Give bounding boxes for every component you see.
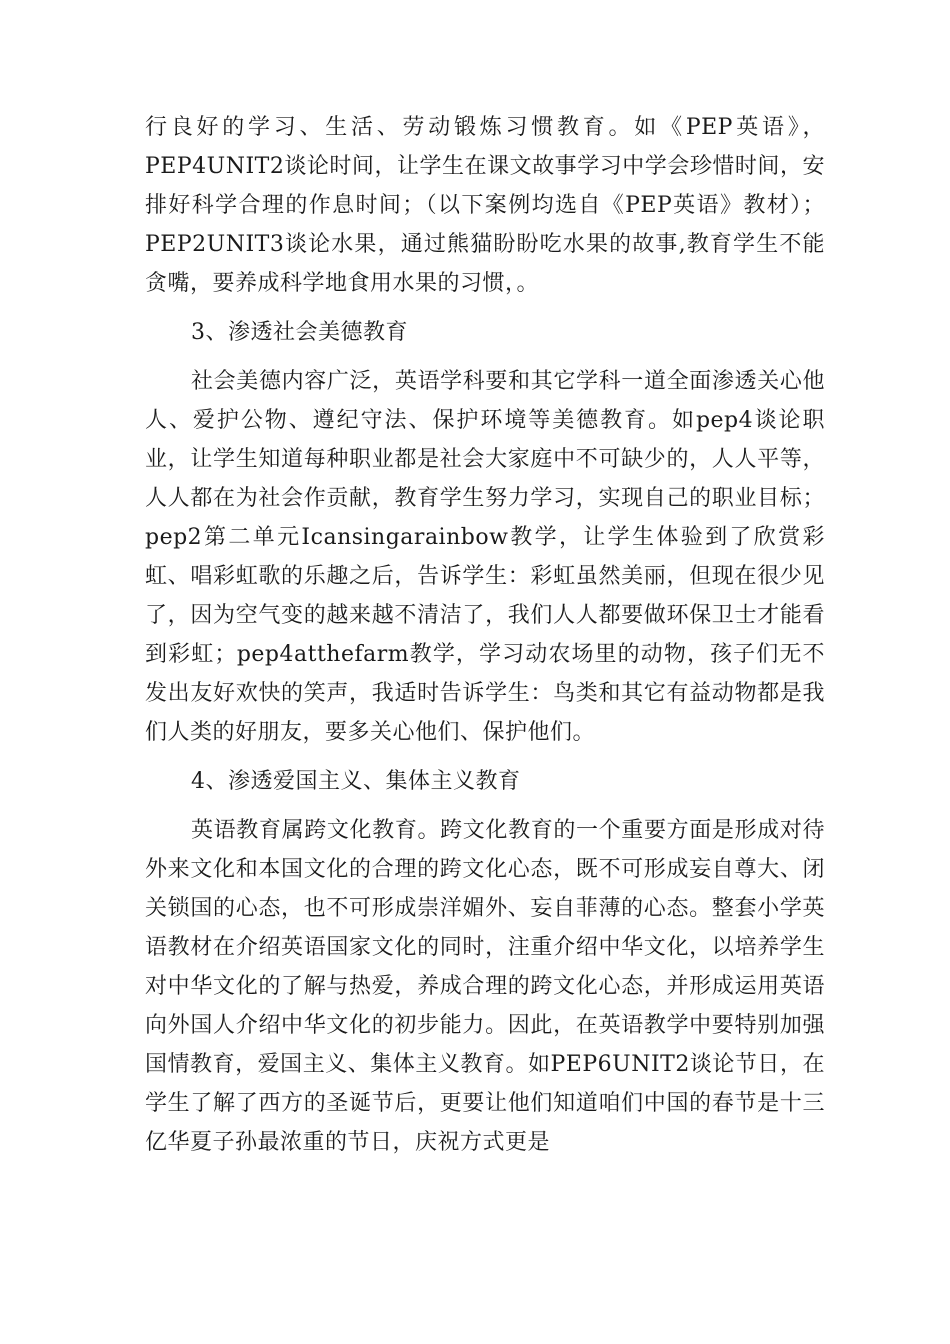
paragraph-habits: 行良好的学习、生活、劳动锻炼习惯教育。如《PEP英语》，PEP4UNIT2谈论时间，让学生在课文故事学习中学会珍惜时间，安排好科学合理的作息时间；（以下案例均选自《PEP英语》教材）；PEP2UNIT3谈论水果，通过熊猫盼盼吃水果的故事,教育学生不能贪嘴，要养成科学地食用水果的习惯，。 xyxy=(145,115,825,296)
section-heading-patriotism: 4、渗透爱国主义、集体主义教育 xyxy=(191,769,521,794)
paragraph-patriotism: 英语教育属跨文化教育。跨文化教育的一个重要方面是形成对待外来文化和本国文化的合理的跨文化心态，既不可形成妄自尊大、闭关锁国的心态，也不可形成崇洋媚外、妄自菲薄的心态。整套小学英语教材在介绍英语国家文化的同时，注重介绍中华文化，以培养学生对中华文化的了解与热爱，养成合理的跨文化心态，并形成运用英语向外国人介绍中华文化的初步能力。因此，在英语教学中要特别加强国情教育，爱国主义、集体主义教育。如PEP6UNIT2谈论节日，在学生了解了西方的圣诞节后，更要让他们知道咱们中国的春节是十三亿华夏子孙最浓重的节日，庆祝方式更是 xyxy=(145,818,825,1155)
section-heading-social-virtue: 3、渗透社会美德教育 xyxy=(191,320,408,345)
document-body xyxy=(145,108,825,1168)
paragraph-social-virtue: 社会美德内容广泛，英语学科要和其它学科一道全面渗透关心他人、爱护公物、遵纪守法、保护环境等美德教育。如pep4谈论职业，让学生知道每种职业都是社会大家庭中不可缺少的，人人平等，人人都在为社会作贡献，教育学生努力学习，实现自己的职业目标；pep2第二单元Icansingarainbow教学，让学生体验到了欣赏彩虹、唱彩虹歌的乐趣之后，告诉学生：彩虹虽然美丽，但现在很少见了，因为空气变的越来越不清洁了，我们人人都要做环保卫士才能看到彩虹；pep4atthefarm教学，学习动农场里的动物，孩子们无不发出友好欢快的笑声，我适时告诉学生：鸟类和其它有益动物都是我们人类的好朋友，要多关心他们、保护他们。 xyxy=(145,369,825,745)
